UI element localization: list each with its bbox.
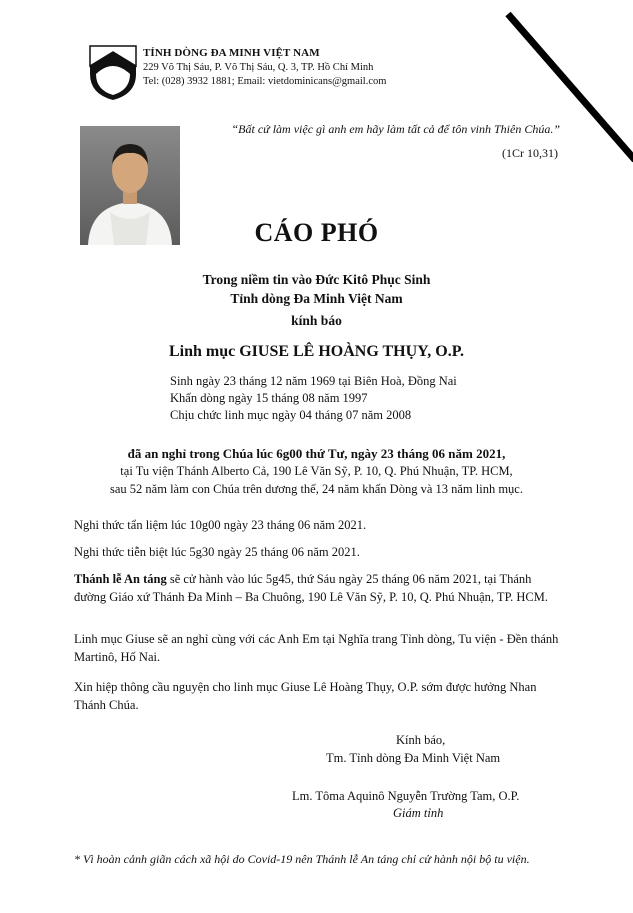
rite-farewell: Nghi thức tiễn biệt lúc 5g30 ngày 25 tháng 06 năm 2021.	[74, 545, 360, 559]
priest-name: Linh mục GIUSE LÊ HOÀNG THỤY, O.P.	[168, 343, 465, 360]
prayer-paragraph: Xin hiệp thông cầu nguyện cho linh mục Giuse Lê Hoàng Thụy, O.P. sớm được hưởng Nhan Thánh Chúa.	[74, 680, 537, 712]
ordination-info: Chịu chức linh mục ngày 04 tháng 07 năm 2008	[170, 408, 412, 422]
org-name: TỈNH DÒNG ĐA MINH VIỆT NAM	[143, 47, 320, 59]
birth-info: Sinh ngày 23 tháng 12 năm 1969 tại Biên Hoà, Đồng Nai	[170, 374, 457, 388]
province-line: Tỉnh dòng Đa Minh Việt Nam	[230, 291, 403, 306]
org-contact: Tel: (028) 3932 1881; Email: vietdominicans@gmail.com	[143, 76, 387, 87]
bible-reference: (1Cr 10,31)	[502, 146, 558, 160]
obituary-title: CÁO PHÓ	[254, 218, 379, 247]
vows-info: Khấn dòng ngày 15 tháng 08 năm 1997	[170, 391, 368, 405]
org-address: 229 Võ Thị Sáu, P. Võ Thị Sáu, Q. 3, TP. Hồ Chí Minh	[143, 62, 374, 73]
dominican-shield-logo	[88, 44, 138, 102]
greeting: Kính báo,	[396, 733, 446, 747]
announce-line: kính báo	[291, 313, 342, 328]
faith-line: Trong niềm tin vào Đức Kitô Phục Sinh	[202, 272, 431, 287]
death-place: tại Tu viện Thánh Alberto Cả, 190 Lê Văn Sỹ, P. 10, Q. Phú Nhuận, TP. HCM,	[120, 464, 513, 478]
funeral-mass-text: sẽ cử hành vào lúc 5g45, thứ Sáu ngày 25 tháng 06 năm 2021, tại Thánh đường Giáo xứ Thánh Đa Minh – Ba Chuông, 190 Lê Văn Sỹ, P. 10, Q. Phú Nhuận, TP. HCM.	[74, 572, 548, 604]
funeral-mass-paragraph	[74, 570, 560, 606]
signer-role: Giám tỉnh	[393, 806, 444, 820]
on-behalf: Tm. Tỉnh dòng Đa Minh Việt Nam	[326, 751, 501, 765]
signer-name: Lm. Tôma Aquinô Nguyễn Trường Tam, O.P.	[292, 789, 520, 803]
footnote: * Vì hoàn cảnh giãn cách xã hội do Covid-19 nên Thánh lễ An táng chỉ cử hành nội bộ tu viện.	[74, 852, 530, 866]
burial-paragraph: Linh mục Giuse sẽ an nghỉ cùng với các Anh Em tại Nghĩa trang Tỉnh dòng, Tu viện - Đền thánh Martinô, Hố Nai.	[74, 632, 559, 664]
funeral-mass-label: Thánh lễ An táng	[74, 572, 167, 586]
rite-encoffinment: Nghi thức tẩn liệm lúc 10g00 ngày 23 tháng 06 năm 2021.	[74, 518, 367, 532]
mourning-ribbon	[500, 0, 633, 170]
death-line: đã an nghỉ trong Chúa lúc 6g00 thứ Tư, ngày 23 tháng 06 năm 2021,	[127, 446, 506, 461]
life-summary: sau 52 năm làm con Chúa trên dương thế, 24 năm khấn Dòng và 13 năm linh mục.	[110, 482, 523, 496]
bible-quote: “Bất cứ làm việc gì anh em hãy làm tất cả để tôn vinh Thiên Chúa.”	[231, 122, 560, 136]
